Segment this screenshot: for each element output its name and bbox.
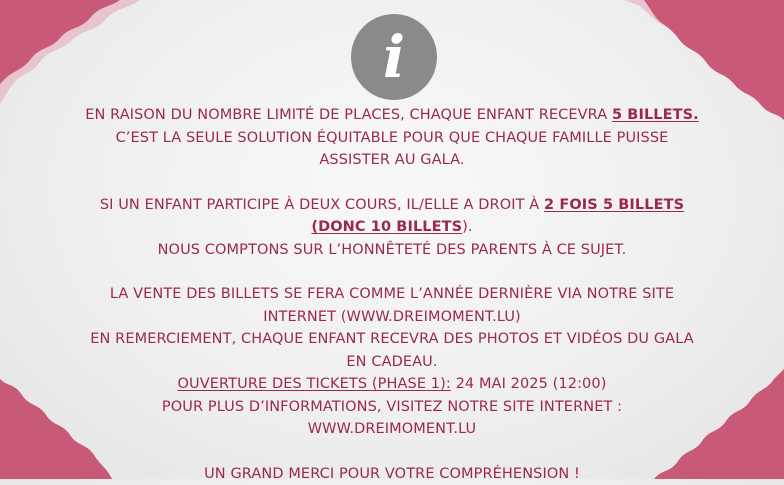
para2-text: SI UN ENFANT PARTICIPE À DEUX COURS, IL/ELLE A DROIT À [100,197,544,213]
para1-line2: C’EST LA SEULE SOLUTION ÉQUITABLE POUR QUE CHAQUE FAMILLE PUISSE [40,127,744,150]
notice-text [40,104,744,485]
para3-line2: INTERNET (WWW.DREIMOMENT.LU) [40,306,744,329]
para1-text: EN RAISON DU NOMBRE LIMITÉ DE PLACES, CHAQUE ENFANT RECEVRA [85,107,612,123]
para3-line6: POUR PLUS D’INFORMATIONS, VISITEZ NOTRE SITE INTERNET : [40,396,744,419]
closing-line: UN GRAND MERCI POUR VOTRE COMPRÉHENSION ! [40,463,744,485]
info-icon [351,14,437,100]
para3-line4: EN CADEAU. [40,351,744,374]
para2-line1 [40,194,744,217]
para3-line3: EN REMERCIEMENT, CHAQUE ENFANT RECEVRA DES PHOTOS ET VIDÉOS DU GALA [40,328,744,351]
para1-line3: ASSISTER AU GALA. [40,149,744,172]
para2-close: ). [462,219,472,235]
two-times-five-tickets: 2 FOIS 5 BILLETS [544,197,684,213]
opening-line [40,373,744,396]
info-glyph: i [383,28,405,86]
website-link[interactable]: WWW.DREIMOMENT.LU [40,418,744,441]
para3-line1: LA VENTE DES BILLETS SE FERA COMME L’ANNÉE DERNIÈRE VIA NOTRE SITE [40,283,744,306]
five-tickets: 5 BILLETS. [612,107,699,123]
opening-label: OUVERTURE DES TICKETS (PHASE 1): [178,376,451,392]
para2-line3: NOUS COMPTONS SUR L’HONNÊTETÉ DES PARENTS À CE SUJET. [40,239,744,262]
ten-tickets: (DONC 10 BILLETS [311,219,462,235]
opening-date: 24 MAI 2025 (12:00) [451,376,607,392]
para2-line2 [40,216,744,239]
para1-line1 [40,104,744,127]
